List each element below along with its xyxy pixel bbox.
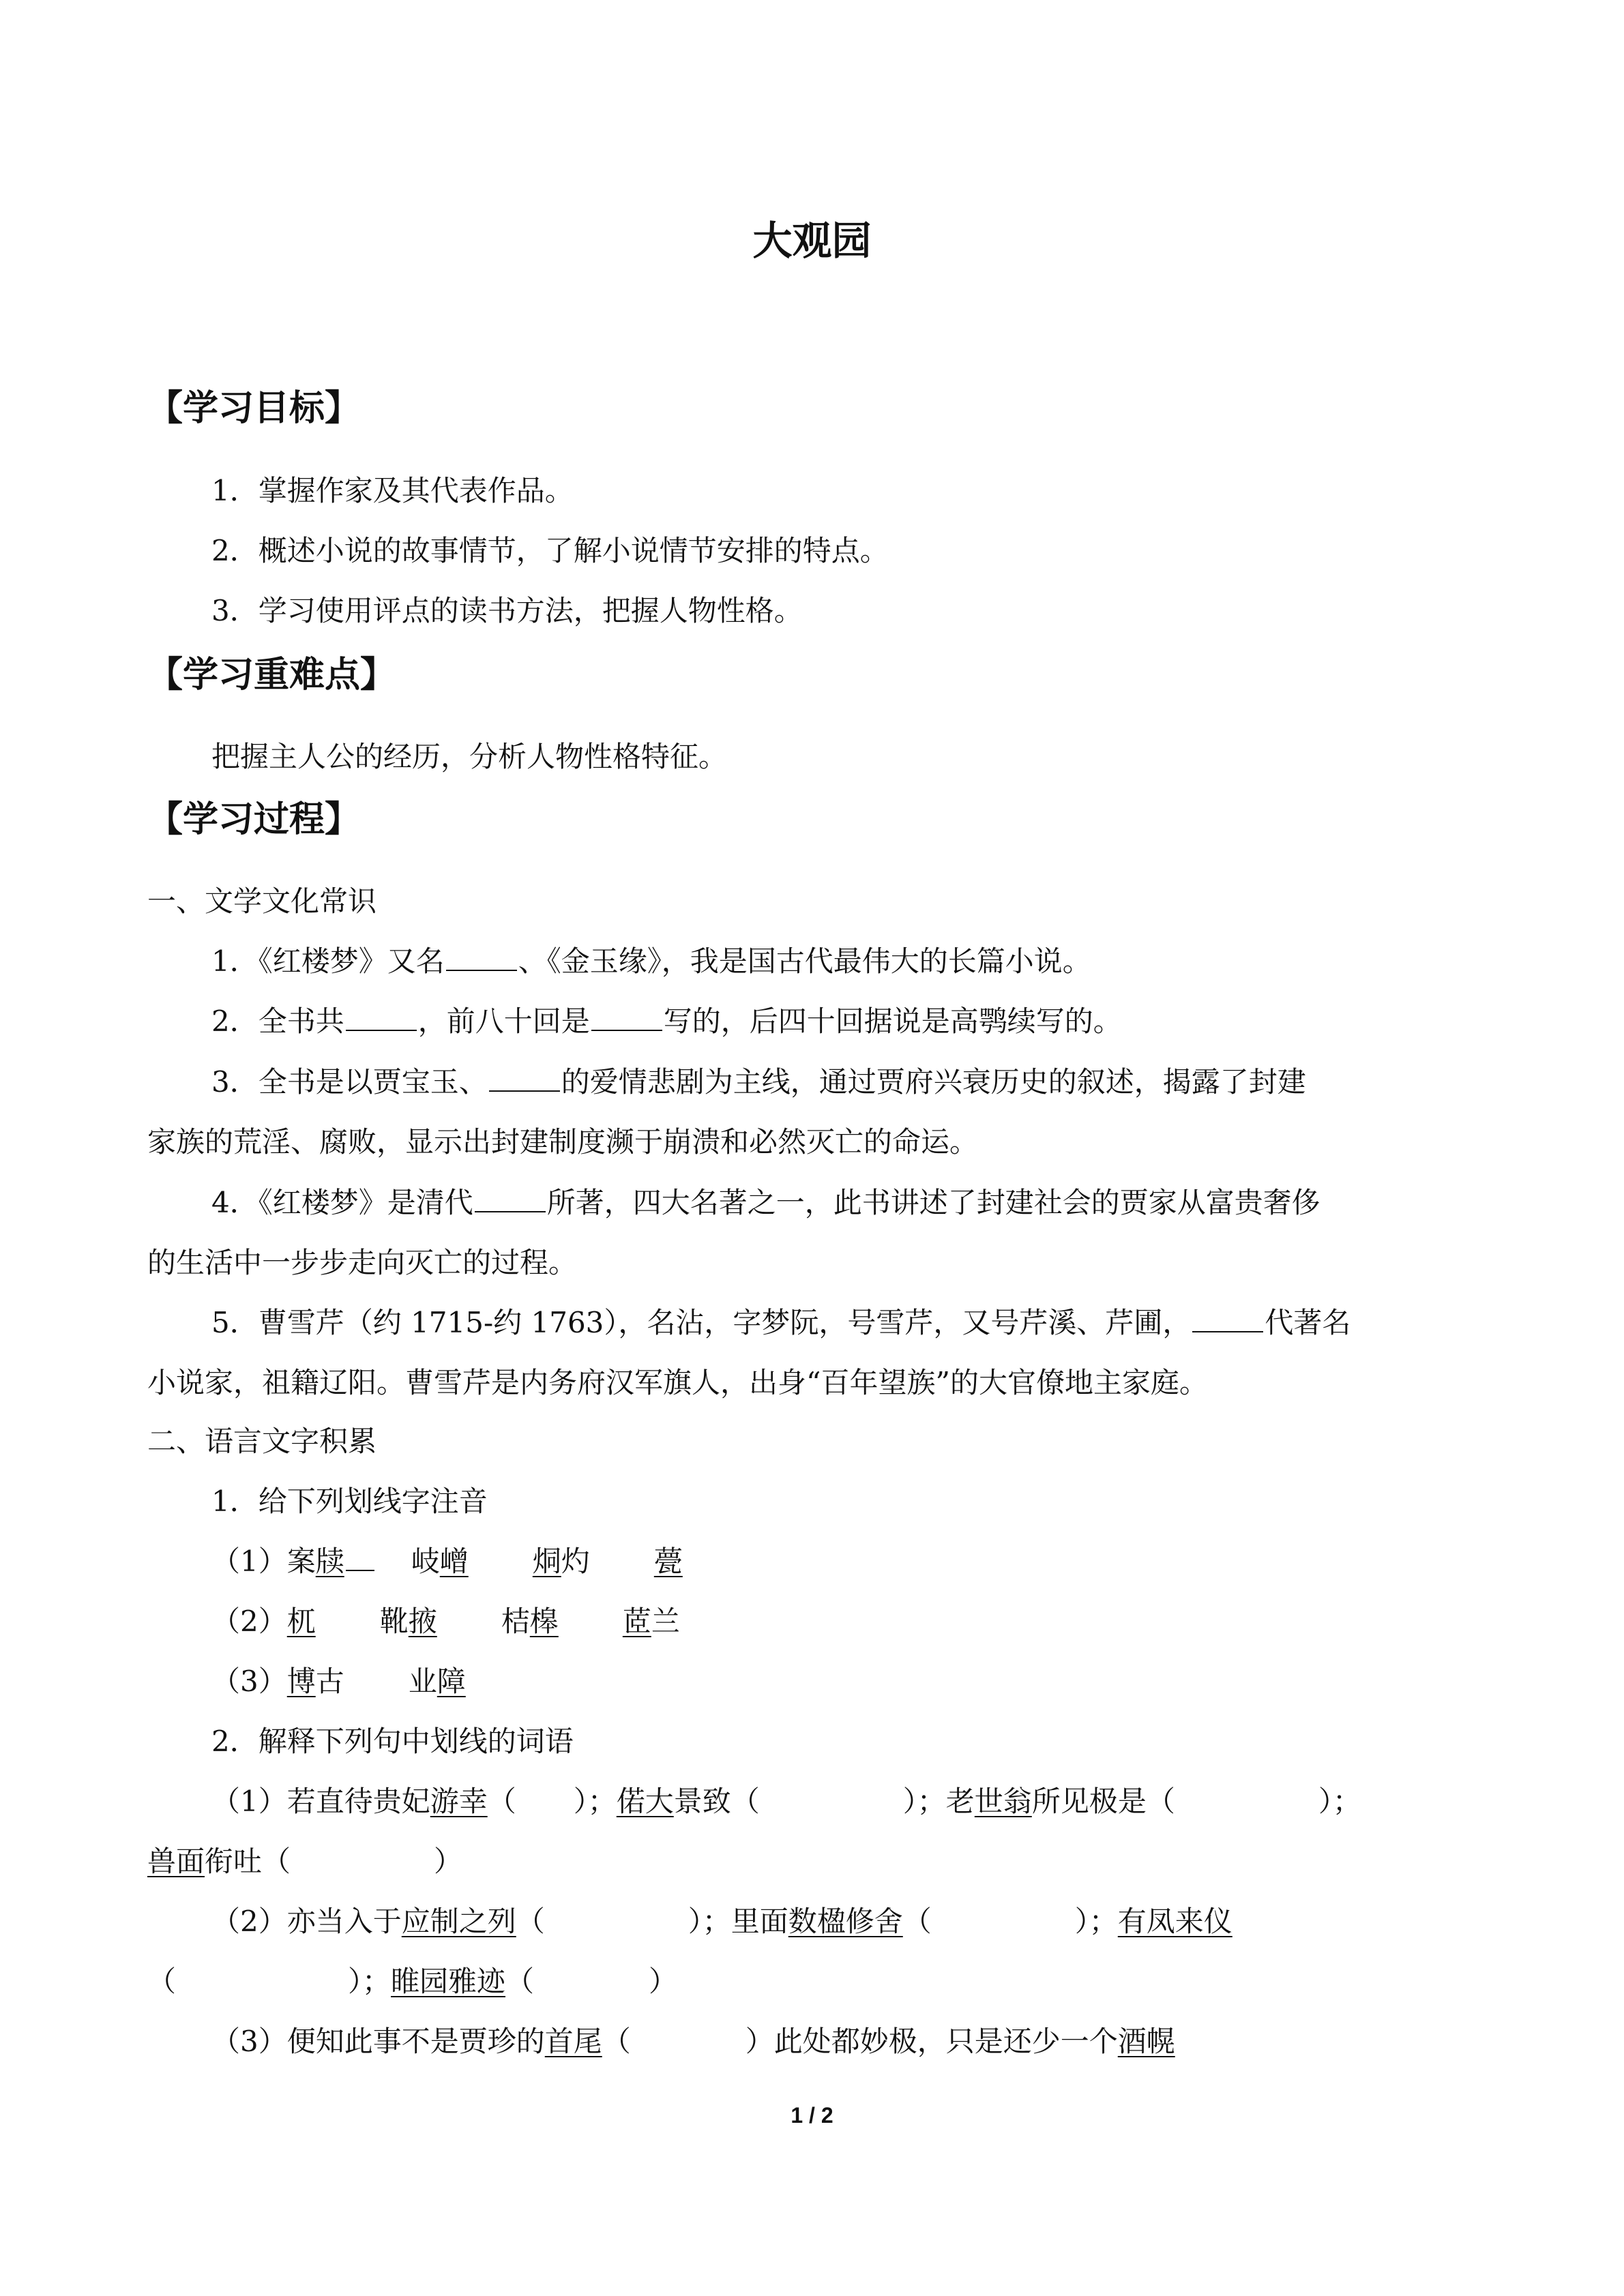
question-text: 4．《红楼梦》是清代 [211, 1186, 473, 1219]
question-5-continued: 小说家，祖籍辽阳。曹雪芹是内务府汉军旗人，出身“百年望族”的大官僚地主家庭。 [147, 1366, 1208, 1399]
part2-heading: 二、语言文字积累 [147, 1425, 377, 1458]
goals-heading: 【学习目标】 [147, 387, 361, 429]
underlined-char: 烔 [532, 1545, 561, 1578]
item-text: 所见极是（ ）； [1031, 1785, 1361, 1818]
question-text: 代著名 [1265, 1306, 1351, 1339]
question-4 [211, 1185, 1320, 1221]
word-char: 业 [408, 1665, 437, 1698]
underlined-word: 世翁 [974, 1785, 1032, 1818]
underlined-word: 应制之列 [401, 1905, 516, 1938]
underline-extension [346, 1547, 374, 1571]
row-prefix: （1）案 [211, 1545, 316, 1578]
goal-item: 2．概述小说的故事情节，了解小说情节安排的特点。 [211, 534, 889, 567]
underlined-word: 有凤来仪 [1117, 1905, 1232, 1938]
fill-blank[interactable] [346, 1007, 417, 1031]
underlined-word: 首尾 [544, 2025, 602, 2058]
underlined-word: 睢园雅迹 [391, 1965, 506, 1998]
underlined-word: 数楹修舍 [788, 1905, 903, 1938]
explain-item-2 [211, 1904, 1232, 1939]
question-text: 1．《红楼梦》又名 [211, 944, 445, 978]
fill-blank[interactable] [591, 1007, 662, 1031]
row-prefix: （2） [211, 1605, 287, 1638]
question-text: 写的，后四十回据说是高鹗续写的。 [663, 1004, 1122, 1038]
underlined-char: 嶒 [439, 1545, 469, 1578]
underlined-word: 游幸 [430, 1785, 488, 1818]
explain-item-3 [211, 2024, 1175, 2059]
goal-item: 3．学习使用评点的读书方法，把握人物性格。 [211, 594, 803, 627]
item-text: （3）便知此事不是贾珍的 [211, 2025, 545, 2058]
fill-blank[interactable] [489, 1067, 560, 1092]
underlined-char: 博 [286, 1665, 316, 1698]
underlined-char: 甍 [653, 1545, 683, 1578]
question-3 [211, 1064, 1306, 1100]
item-text: （ ）； [487, 1785, 617, 1818]
fill-blank[interactable] [446, 946, 517, 971]
underlined-word: 兽面 [147, 1845, 205, 1878]
item-text: 衔吐（ ） [205, 1845, 463, 1878]
fill-blank[interactable] [1192, 1308, 1263, 1332]
explain-item-2-continued [147, 1964, 677, 1999]
question-text: 5．曹雪芹（约 1715-约 1763），名沾，字梦阮，号雪芹，又号芹溪、芹圃， [211, 1306, 1192, 1339]
fill-blank[interactable] [475, 1188, 546, 1212]
item-text: （ ） [505, 1965, 678, 1998]
word-char: 岐 [411, 1545, 440, 1578]
underlined-char: 牍 [315, 1545, 344, 1578]
question-text: 2．全书共 [211, 1004, 344, 1038]
pinyin-task-heading: 1．给下列划线字注音 [211, 1485, 488, 1518]
page-title: 大观园 [752, 218, 872, 264]
key-points-text: 把握主人公的经历，分析人物性格特征。 [211, 740, 728, 773]
row-prefix: （3） [211, 1665, 287, 1698]
underlined-char: 障 [437, 1665, 466, 1698]
underlined-char: 茝 [622, 1605, 651, 1638]
item-text: （ ）； [902, 1905, 1118, 1938]
underlined-char: 杌 [286, 1605, 316, 1638]
question-text: ，前八十回是 [417, 1004, 590, 1038]
explain-item-1 [211, 1784, 1361, 1819]
item-text: （2）亦当入于 [211, 1905, 402, 1938]
underlined-word: 酒幌 [1117, 2025, 1175, 2058]
word-char: 古 [315, 1665, 344, 1698]
page-number: 1 / 2 [791, 2103, 833, 2128]
underlined-word: 偌大 [616, 1785, 674, 1818]
question-text: 、《金玉缘》，我是国古代最伟大的长篇小说。 [518, 944, 1091, 978]
question-3-continued: 家族的荒淫、腐败，显示出封建制度濒于崩溃和必然灭亡的命运。 [147, 1125, 979, 1159]
explain-item-1-continued [147, 1844, 462, 1879]
pinyin-row-2 [211, 1604, 680, 1639]
underlined-char: 槔 [529, 1605, 559, 1638]
question-text: 3．全书是以贾宝玉、 [211, 1065, 488, 1099]
word-char: 桔 [501, 1605, 530, 1638]
word-char: 兰 [651, 1605, 680, 1638]
pinyin-row-3 [211, 1664, 466, 1699]
question-4-continued: 的生活中一步步走向灭亡的过程。 [147, 1246, 578, 1279]
question-text: 所著，四大名著之一，此书讲述了封建社会的贾家从富贵奢侈 [546, 1186, 1320, 1219]
word-char: 灼 [561, 1545, 590, 1578]
part1-heading: 一、文学文化常识 [147, 884, 377, 918]
key-points-heading: 【学习重难点】 [147, 654, 396, 696]
word-char: 靴 [379, 1605, 409, 1638]
item-text: （1）若直待贵妃 [211, 1785, 430, 1818]
pinyin-row-1 [211, 1544, 683, 1579]
question-5 [211, 1305, 1350, 1341]
item-text: （ ）；里面 [516, 1905, 788, 1938]
goal-item: 1．掌握作家及其代表作品。 [211, 474, 574, 507]
question-text: 的爱情悲剧为主线，通过贾府兴衰历史的叙述，揭露了封建 [561, 1065, 1306, 1099]
process-heading: 【学习过程】 [147, 799, 361, 840]
item-text: （ ）此处都妙极，只是还少一个 [602, 2025, 1118, 2058]
underlined-char: 掖 [408, 1605, 437, 1638]
explain-task-heading: 2．解释下列句中划线的词语 [211, 1725, 574, 1758]
item-text: （ ）； [147, 1965, 392, 1998]
question-1 [211, 944, 1091, 979]
item-text: 景致（ ）；老 [673, 1785, 975, 1818]
question-2 [211, 1004, 1122, 1039]
